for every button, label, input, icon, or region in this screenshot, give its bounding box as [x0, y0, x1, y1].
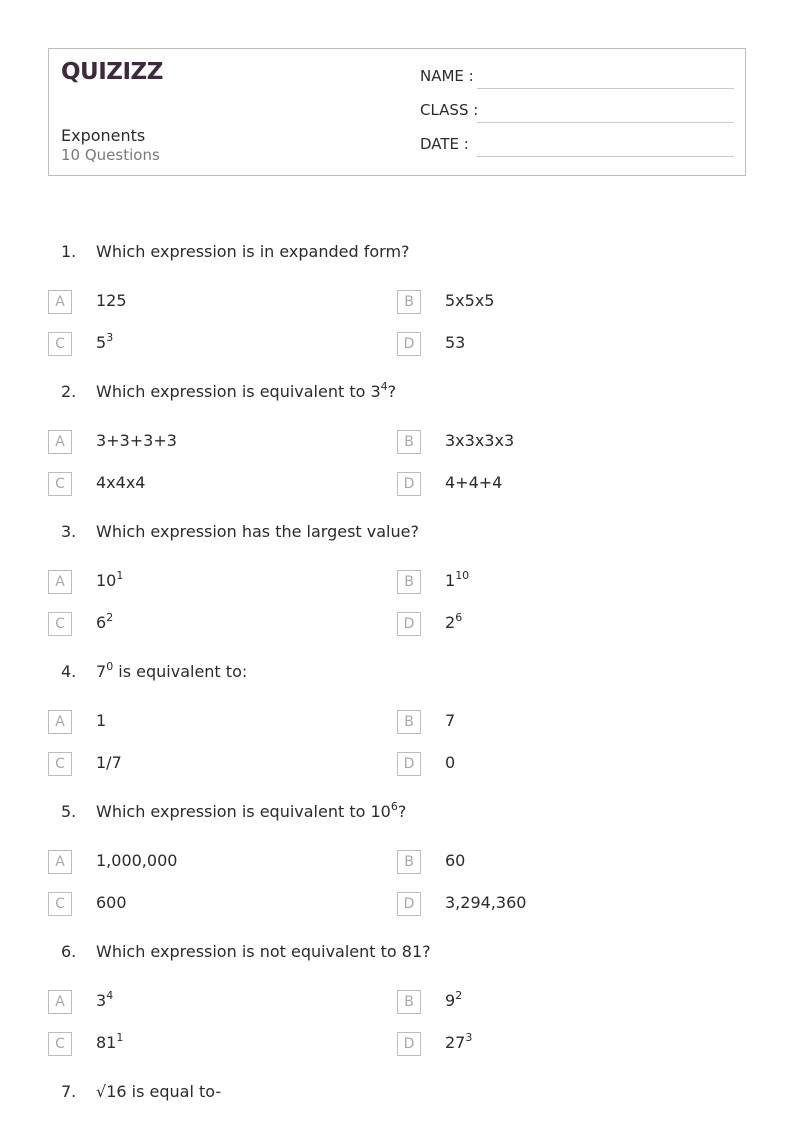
- date-line[interactable]: [477, 156, 734, 157]
- option-exponent: 3: [465, 1031, 473, 1044]
- question-text: [96, 242, 410, 261]
- option-base: 1: [96, 711, 107, 730]
- question-text-main: Which expression is equivalent to 10: [96, 802, 391, 821]
- answer-option-a[interactable]: [48, 850, 368, 874]
- option-text: [445, 431, 514, 450]
- option-letter-box[interactable]: C: [48, 332, 72, 356]
- option-letter-box[interactable]: C: [48, 472, 72, 496]
- option-letter-box[interactable]: D: [397, 892, 421, 916]
- option-base: 600: [96, 893, 127, 912]
- question-text: [96, 1082, 221, 1101]
- option-letter-box[interactable]: D: [397, 472, 421, 496]
- question-item: [0, 522, 794, 662]
- option-base: 60: [445, 851, 466, 870]
- answer-option-b[interactable]: [397, 850, 717, 874]
- answer-option-b[interactable]: [397, 990, 717, 1014]
- answer-option-d[interactable]: [397, 752, 717, 776]
- option-base: 0: [445, 753, 456, 772]
- answer-option-a[interactable]: [48, 990, 368, 1014]
- option-letter-box[interactable]: A: [48, 990, 72, 1014]
- answer-option-d[interactable]: [397, 332, 717, 356]
- answer-option-c[interactable]: [48, 1032, 368, 1056]
- option-text: [445, 613, 462, 632]
- date-label: DATE :: [420, 135, 469, 153]
- option-letter-box[interactable]: A: [48, 710, 72, 734]
- question-item: [0, 662, 794, 802]
- name-field[interactable]: [420, 67, 734, 89]
- answer-option-b[interactable]: [397, 710, 717, 734]
- question-text-main: Which expression is in expanded form?: [96, 242, 410, 261]
- option-letter-box[interactable]: B: [397, 990, 421, 1014]
- question-exponent: 6: [390, 800, 398, 813]
- option-exponent: 10: [455, 569, 470, 582]
- answer-option-a[interactable]: [48, 710, 368, 734]
- quizizz-logo: QUIZIZZ: [61, 59, 163, 85]
- option-text: [445, 851, 465, 870]
- option-text: [96, 991, 113, 1010]
- option-letter-box[interactable]: C: [48, 752, 72, 776]
- option-letter-box[interactable]: B: [397, 290, 421, 314]
- question-item: [0, 242, 794, 382]
- option-base: 5: [96, 333, 107, 352]
- answer-option-a[interactable]: [48, 570, 368, 594]
- option-exponent: 6: [455, 611, 463, 624]
- question-count: 10 Questions: [61, 146, 160, 164]
- worksheet-header: [48, 48, 746, 176]
- question-text-end: is equivalent to:: [113, 662, 248, 681]
- question-text: [96, 522, 419, 541]
- question-text: [96, 802, 406, 821]
- class-line[interactable]: [477, 122, 734, 123]
- option-text: [96, 893, 127, 912]
- question-text-main: Which expression has the largest value?: [96, 522, 419, 541]
- option-base: 27: [445, 1033, 466, 1052]
- option-base: 7: [445, 711, 456, 730]
- option-letter-box[interactable]: B: [397, 430, 421, 454]
- option-letter-box[interactable]: D: [397, 612, 421, 636]
- option-letter-box[interactable]: B: [397, 570, 421, 594]
- name-label: NAME :: [420, 67, 474, 85]
- option-exponent: 4: [106, 989, 114, 1002]
- option-text: [96, 753, 122, 772]
- option-exponent: 3: [106, 331, 114, 344]
- option-text: [96, 333, 113, 352]
- question-number: 7.: [61, 1082, 77, 1101]
- option-base: 3+3+3+3: [96, 431, 177, 450]
- answer-option-c[interactable]: [48, 892, 368, 916]
- question-item: [0, 382, 794, 522]
- option-text: [445, 291, 494, 310]
- option-base: 6: [96, 613, 107, 632]
- option-text: [445, 571, 469, 590]
- option-letter-box[interactable]: C: [48, 1032, 72, 1056]
- option-text: [96, 473, 145, 492]
- question-text-main: 7: [96, 662, 107, 681]
- question-item: [0, 802, 794, 942]
- option-text: [445, 753, 455, 772]
- answer-option-d[interactable]: [397, 892, 717, 916]
- answer-option-d[interactable]: [397, 472, 717, 496]
- option-exponent: 2: [106, 611, 114, 624]
- option-base: 9: [445, 991, 456, 1010]
- option-letter-box[interactable]: B: [397, 710, 421, 734]
- answer-option-b[interactable]: [397, 430, 717, 454]
- option-text: [445, 333, 465, 352]
- option-base: 5x5x5: [445, 291, 495, 310]
- question-item: [0, 942, 794, 1082]
- question-text-end: ?: [397, 802, 407, 821]
- question-text: [96, 382, 396, 401]
- question-item: [0, 1082, 794, 1123]
- answer-option-d[interactable]: [397, 612, 717, 636]
- option-text: [96, 291, 127, 310]
- option-base: 81: [96, 1033, 117, 1052]
- option-text: [445, 1033, 472, 1052]
- option-text: [445, 473, 502, 492]
- option-base: 3x3x3x3: [445, 431, 515, 450]
- option-text: [96, 851, 177, 870]
- option-letter-box[interactable]: A: [48, 430, 72, 454]
- answer-option-c[interactable]: [48, 332, 368, 356]
- answer-option-a[interactable]: [48, 430, 368, 454]
- option-letter-box[interactable]: D: [397, 1032, 421, 1056]
- question-number: 5.: [61, 802, 77, 821]
- answer-option-b[interactable]: [397, 290, 717, 314]
- option-text: [445, 711, 455, 730]
- option-letter-box[interactable]: D: [397, 752, 421, 776]
- option-base: 1/7: [96, 753, 122, 772]
- option-letter-box[interactable]: B: [397, 850, 421, 874]
- option-exponent: 1: [116, 569, 124, 582]
- name-line[interactable]: [477, 88, 734, 89]
- option-letter-box[interactable]: A: [48, 290, 72, 314]
- option-text: [96, 571, 123, 590]
- class-field[interactable]: [420, 101, 734, 123]
- option-letter-box[interactable]: A: [48, 570, 72, 594]
- question-text-main: Which expression is equivalent to 3: [96, 382, 381, 401]
- option-exponent: 2: [455, 989, 463, 1002]
- question-number: 6.: [61, 942, 77, 961]
- question-number: 4.: [61, 662, 77, 681]
- option-text: [96, 711, 106, 730]
- worksheet-title: Exponents: [61, 126, 146, 145]
- date-field[interactable]: [420, 135, 734, 157]
- question-exponent: 0: [106, 660, 114, 673]
- option-letter-box[interactable]: A: [48, 850, 72, 874]
- option-base: 125: [96, 291, 127, 310]
- question-number: 1.: [61, 242, 77, 261]
- question-text-main: √16 is equal to-: [96, 1082, 222, 1101]
- question-number: 3.: [61, 522, 77, 541]
- option-letter-box[interactable]: C: [48, 612, 72, 636]
- answer-option-c[interactable]: [48, 612, 368, 636]
- question-text-end: ?: [387, 382, 397, 401]
- question-exponent: 4: [380, 380, 388, 393]
- question-text: [96, 942, 431, 961]
- option-base: 3: [96, 991, 107, 1010]
- answer-option-a[interactable]: [48, 290, 368, 314]
- option-base: 2: [445, 613, 456, 632]
- answer-option-c[interactable]: [48, 752, 368, 776]
- option-text: [96, 613, 113, 632]
- option-base: 4x4x4: [96, 473, 146, 492]
- option-text: [96, 431, 177, 450]
- option-letter-box[interactable]: D: [397, 332, 421, 356]
- option-text: [445, 893, 526, 912]
- answer-option-c[interactable]: [48, 472, 368, 496]
- answer-option-b[interactable]: [397, 570, 717, 594]
- option-exponent: 1: [116, 1031, 124, 1044]
- option-text: [96, 1033, 123, 1052]
- question-text: [96, 662, 247, 681]
- option-base: 3,294,360: [445, 893, 527, 912]
- answer-option-d[interactable]: [397, 1032, 717, 1056]
- question-text-main: Which expression is not equivalent to 81?: [96, 942, 431, 961]
- option-letter-box[interactable]: C: [48, 892, 72, 916]
- option-base: 4+4+4: [445, 473, 503, 492]
- class-label: CLASS :: [420, 101, 479, 119]
- option-base: 53: [445, 333, 466, 352]
- option-base: 1,000,000: [96, 851, 178, 870]
- option-text: [445, 991, 462, 1010]
- question-number: 2.: [61, 382, 77, 401]
- option-base: 1: [445, 571, 456, 590]
- option-base: 10: [96, 571, 117, 590]
